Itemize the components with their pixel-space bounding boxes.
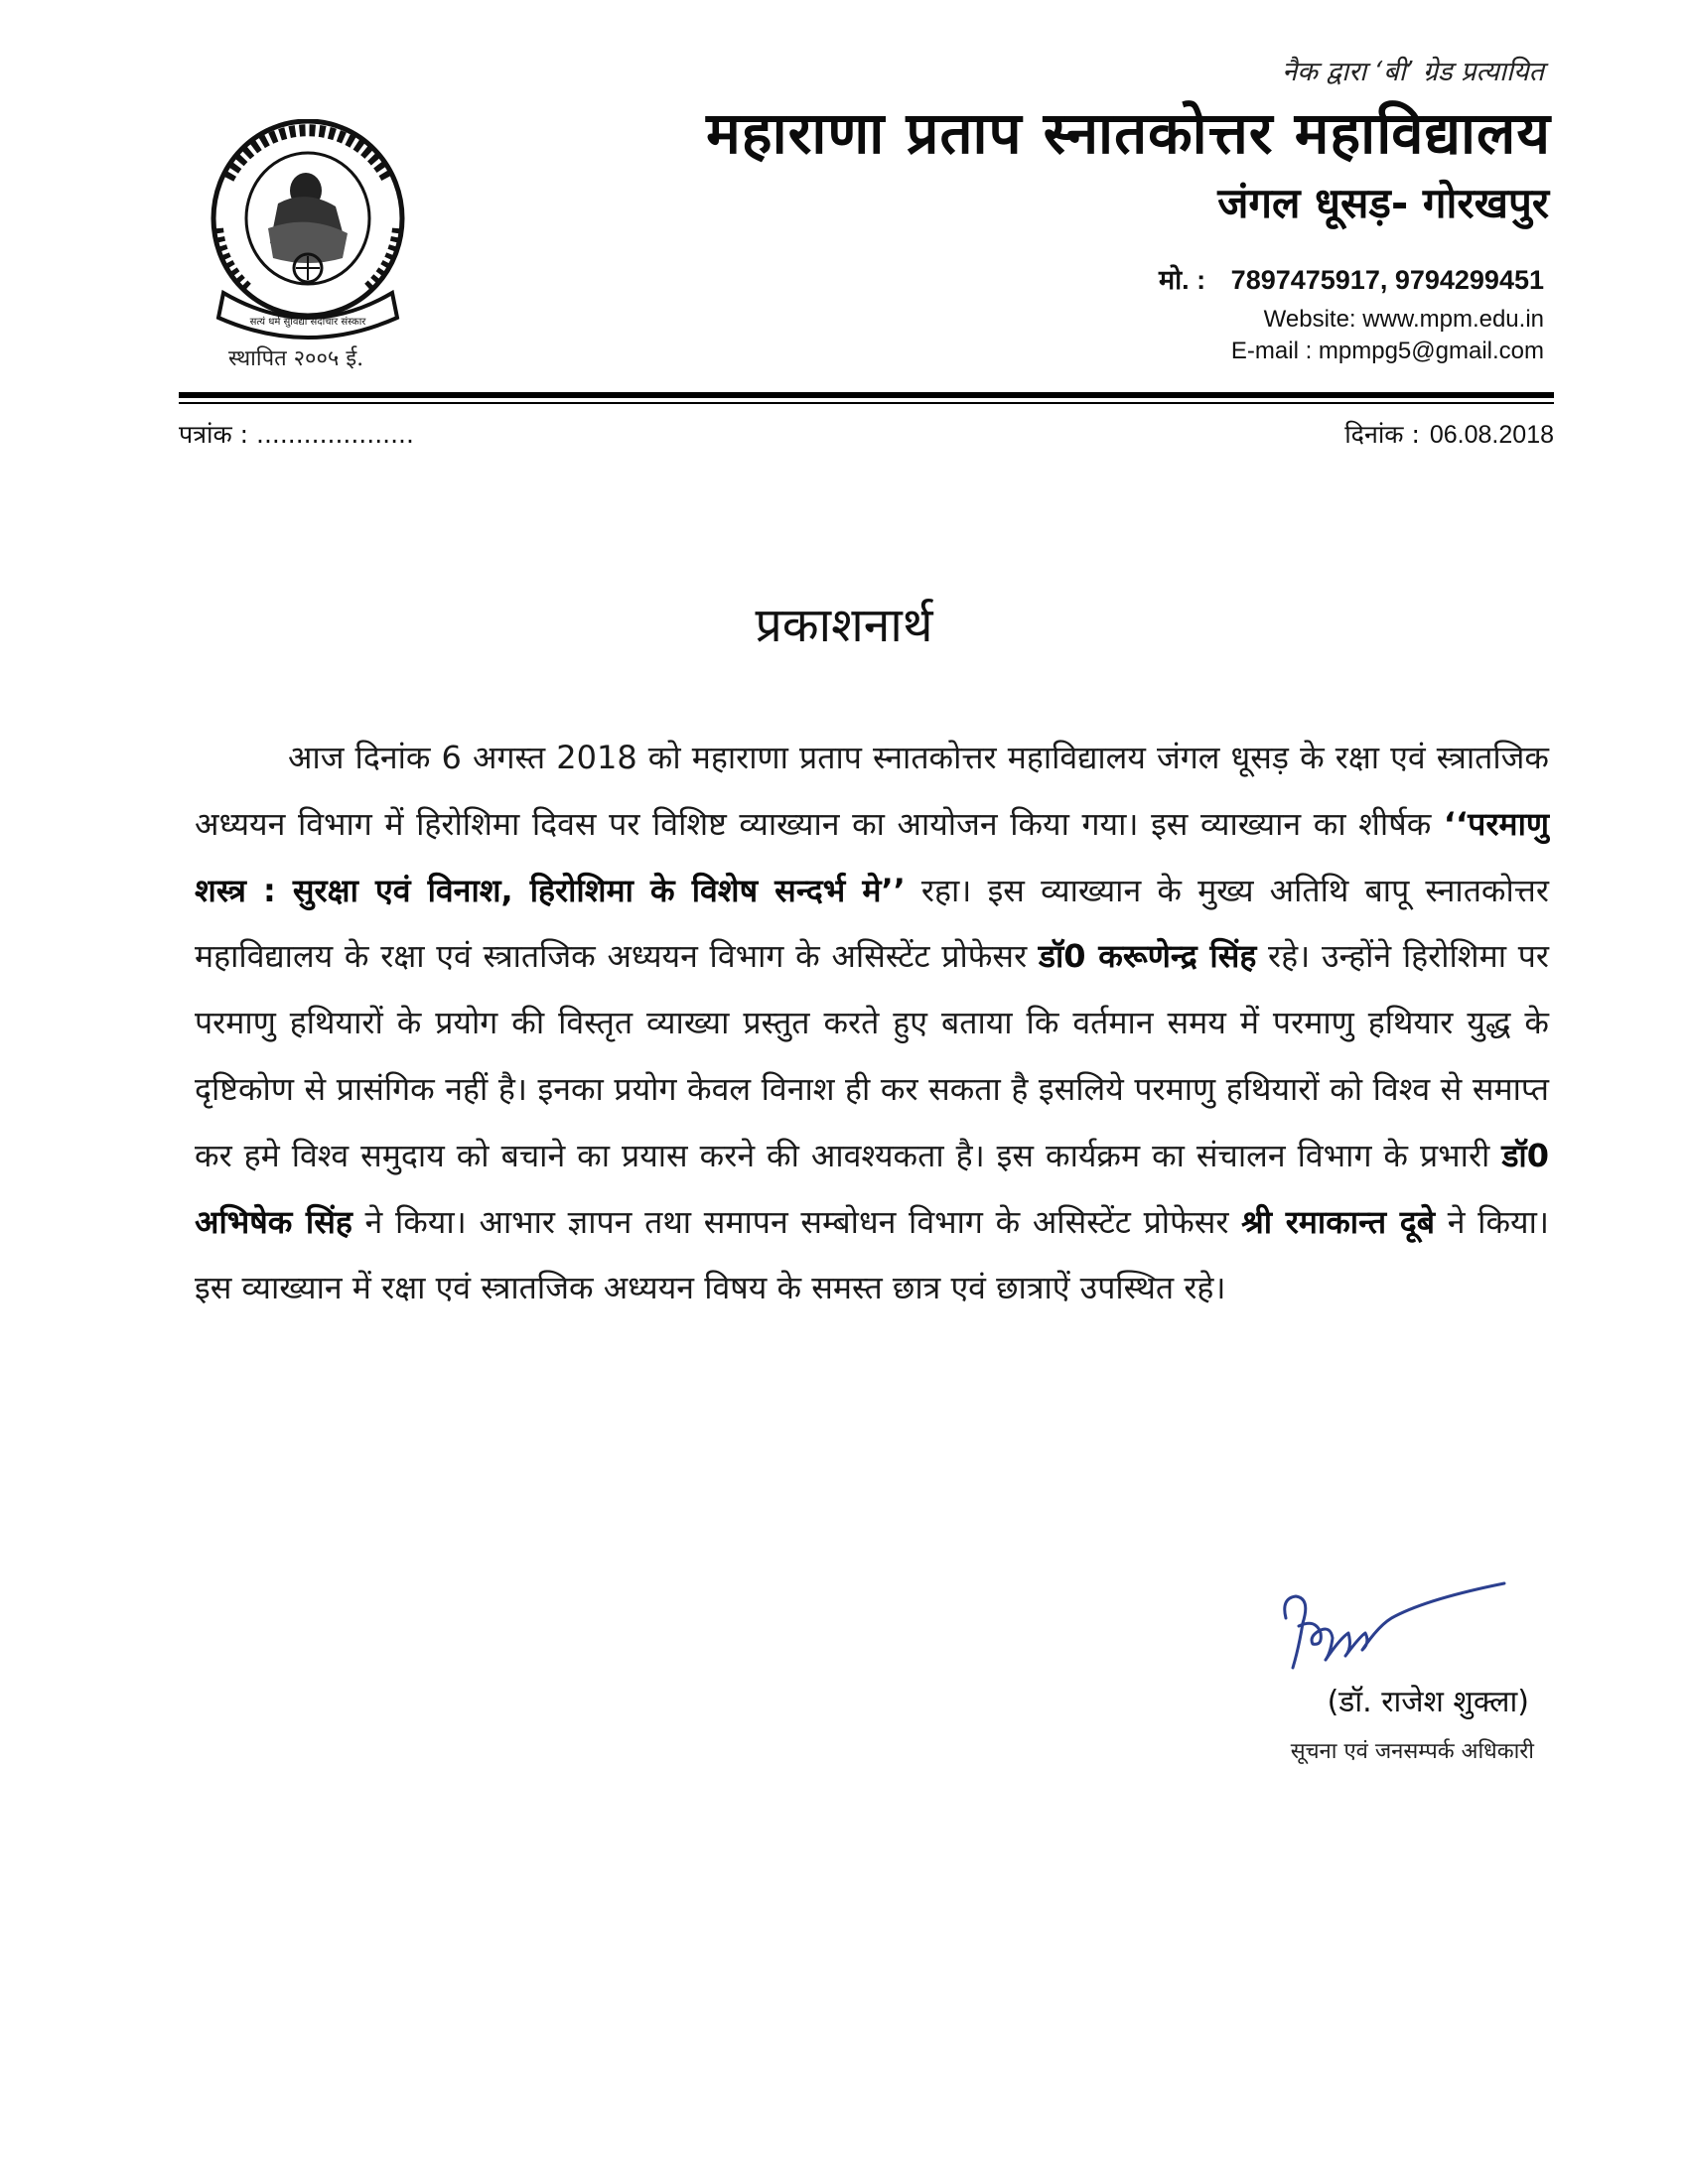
college-seal-icon	[209, 119, 407, 347]
lecture-title: ‘‘परमाणु शस्त्र : सुरक्षा एवं विनाश, हिरोशिमा के विशेष सन्दर्भ मे’’	[195, 804, 1549, 909]
press-release-body	[195, 725, 1549, 1321]
reference-row	[179, 417, 1554, 457]
signatory-name: (डॉ. राजेश शुक्ला)	[1327, 1685, 1529, 1719]
college-location: जंगल धूसड़- गोरखपुर	[1217, 179, 1549, 227]
signature-icon	[1271, 1578, 1519, 1688]
established-year: स्थापित २००५ ई.	[228, 346, 364, 371]
letter-date	[1344, 417, 1554, 451]
body-text-3: रहे। उन्होंने हिरोशिमा पर परमाणु हथियारों के प्रयोग की विस्तृत व्याख्या प्रस्तुत करते हुए बताया कि वर्तमान समय में परमाणु हथियार युद्ध के दृष्टिकोण से प्रासंगिक नहीं है। इनका प्रयोग केवल विनाश ही कर सकता है इसलिये परमाणु हथियारों को विश्व से समाप्त कर हमे विश्व समुदाय को बचाने का प्रयास करने की आवश्यकता है। इस कार्यक्रम का संचालन विभाग के प्रभारी	[195, 937, 1549, 1174]
body-text-2: रहा। इस व्याख्यान के मुख्य अतिथि बापू स्नातकोत्तर महाविद्यालय के रक्षा एवं स्त्रातजिक अध्ययन विभाग के असिस्टेंट प्रोफेसर	[195, 871, 1550, 976]
convener-name: डॉ0 अभिषेक सिंह	[195, 1136, 1549, 1241]
header-rule-thick	[179, 392, 1554, 398]
date-label: दिनांक :	[1344, 420, 1420, 449]
body-text-4: ने किया। आभार ज्ञापन तथा समापन सम्बोधन विभाग के असिस्टेंट प्रोफेसर	[352, 1202, 1242, 1241]
vote-of-thanks-name: श्री रमाकान्त दूबे	[1241, 1202, 1436, 1241]
phone-numbers: 7897475917, 9794299451	[1230, 265, 1544, 295]
document-title: प्रकाशनार्थ	[755, 598, 933, 653]
website-line[interactable]: Website: www.mpm.edu.in	[1263, 306, 1544, 333]
seal-motto: सत्यं धर्म सुविद्या सदाचार संस्कार	[249, 317, 366, 328]
email-line[interactable]: E-mail : mpmpg5@gmail.com	[1230, 338, 1544, 364]
body-text-5: ने किया। इस व्याख्यान में रक्षा एवं स्त्रातजिक अध्ययन विषय के समस्त छात्र एवं छात्राऐं उपस्थित रहे।	[195, 1202, 1550, 1307]
header-rule-thin	[179, 402, 1554, 404]
body-text-1: आज दिनांक 6 अगस्त 2018 को महाराणा प्रताप स्नातकोत्तर महाविद्यालय जंगल धूसड़ के रक्षा एवं स्त्रातजिक अध्ययन विभाग में हिरोशिमा दिवस पर विशिष्ट व्याख्यान का आयोजन किया गया। इस व्याख्यान का शीर्षक	[195, 739, 1549, 843]
letterhead	[0, 0, 1688, 417]
phone-line	[1159, 260, 1544, 297]
college-name: महाराणा प्रताप स्नातकोत्तर महाविद्यालय	[706, 99, 1551, 167]
signatory-designation: सूचना एवं जनसम्पर्क अधिकारी	[1290, 1739, 1534, 1764]
phone-label: मो. :	[1159, 265, 1206, 295]
date-value: 06.08.2018	[1429, 421, 1554, 449]
accreditation-line: नैक द्वारा ‘बी’ ग्रेड प्रत्यायित	[1282, 57, 1544, 87]
chief-guest-name: डॉ0 करूणेन्द्र सिंह	[1038, 937, 1257, 976]
letter-reference: पत्रांक : ....................	[179, 420, 414, 449]
